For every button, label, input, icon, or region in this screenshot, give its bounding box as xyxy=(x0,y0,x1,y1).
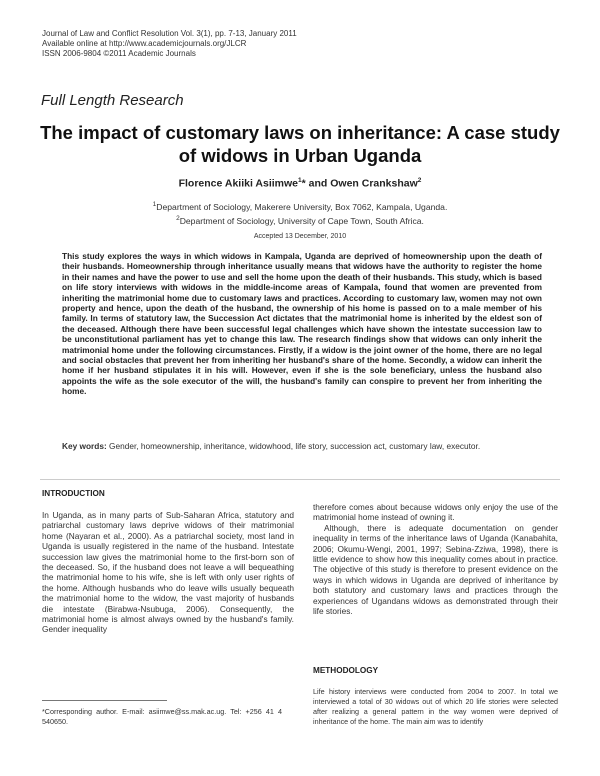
affiliation-line xyxy=(40,213,560,227)
author-affil-sup: 1 xyxy=(298,177,302,184)
journal-header xyxy=(42,29,297,59)
section-divider xyxy=(40,479,560,480)
keywords xyxy=(62,441,542,452)
affil-sup: 1 xyxy=(152,201,157,208)
corresponding-author-footnote: *Corresponding author. E-mail: asiimwe@ss.mak.ac.ug. Tel: +256 41 4 540650. xyxy=(42,707,282,726)
keywords-text: Gender, homeownership, inheritance, widowhood, life story, succession act, customary law, executor. xyxy=(106,441,481,451)
abstract: This study explores the ways in which widows in Kampala, Uganda are deprived of homeownership upon the death of their husbands. Homeownership through inheritance usually means that widows have the authority to register the home in their names and have the power to use and sell the home upon the death of their husbands. This study, which is based on life story interviews with widows in the middle-income areas of Kampala, found that women are prevented from inheriting the matrimonial home due to customary laws and practices. According to customary law, women may not own property and hence, upon the death of the husband, the ownership of his home is passed on to a male member of his family. In terms of statutory law, the Succession Act dictates that the matrimonial home is inherited by the eldest son of the deceased. Although there have been successful legal challenges which have shown the intestate succession law to be unconstitutional parliament has yet to change this law. The research findings show that widows can only inherit the matrimonial home under the following circumstances. Firstly, if a widow is the joint owner of the home, there are no legal and social obstacles that prevent her from inheriting her husband's share of the home. Secondly, a widow can inherit the home if her husband stipulates it in his will. However, even if she is the sole beneficiary, unless the husband also appoints the wife as the sole executor of the will, the husband's family can conspire to prevent her from inheriting the home. xyxy=(62,251,542,397)
author-conjunction: and xyxy=(305,177,331,190)
footnote-rule xyxy=(42,700,167,701)
journal-citation: Journal of Law and Conflict Resolution Vol. 3(1), pp. 7-13, January 2011 xyxy=(42,29,297,38)
journal-online-url: Available online at http://www.academicjournals.org/JLCR xyxy=(42,39,247,48)
introduction-paragraph: Although, there is adequate documentation on gender inequality in terms of the inheritance laws of Uganda (Kanabahita, 2006; Okumu-Wengi, 2001, 1997; Sebina-Zziwa, 1998), there is little evidence to show how this inequality comes about in practice. The objective of this study is therefore to present evidence on the ways in which widows in Uganda are deprived of inheritance by both statutory and customary laws and practices through the experiences of Ugandans widows as demonstrated through their life stories. xyxy=(313,522,558,617)
introduction-right-column xyxy=(313,502,558,616)
author-affil-sup: 2 xyxy=(417,177,422,184)
affiliations xyxy=(40,199,560,227)
keywords-label: Key words: xyxy=(62,441,107,451)
methodology-heading: METHODOLOGY xyxy=(313,666,379,675)
introduction-left-column xyxy=(42,510,294,635)
introduction-paragraph: therefore comes about because widows only enjoy the use of the matrimonial home instead of owning it. xyxy=(313,502,558,523)
introduction-heading: INTRODUCTION xyxy=(42,489,105,498)
author-name: Owen Crankshaw xyxy=(330,177,418,190)
author-name: Florence Akiiki Asiimwe xyxy=(178,177,299,190)
article-category: Full Length Research xyxy=(41,92,184,109)
paper-title: The impact of customary laws on inheritance: A case study of widows in Urban Uganda xyxy=(40,122,560,166)
affil-text: Department of Sociology, University of Cape Town, South Africa. xyxy=(179,215,424,226)
affil-text: Department of Sociology, Makerere University, Box 7062, Kampala, Uganda. xyxy=(156,201,448,212)
author-line xyxy=(40,177,560,190)
introduction-paragraph: In Uganda, as in many parts of Sub-Saharan Africa, statutory and patriarchal customary laws deprive widows of their matrimonial home (Nayaran et al., 2000). As a patriarchal society, most land in Uganda is usually registered in the name of the husband. Intestate succession law gives the matrimonial home to the first-born son of the deceased. So, if the husband does not leave a will bequeathing the matrimonial home to his wife, she is left with only user rights of the home. Although husbands who do leave wills usually bequeath the matrimonial home to the widow, the vast majority of husbands die intestate (Birabwa-Nsubuga, 2006). Consequently, the matrimonial home is almost always owned by the husband's family. Gender inequality xyxy=(42,510,294,635)
affil-sup: 2 xyxy=(176,214,180,222)
corresponding-mark: * xyxy=(301,177,306,190)
journal-issn: ISSN 2006-9804 ©2011 Academic Journals xyxy=(42,49,196,58)
methodology-text: Life history interviews were conducted from 2004 to 2007. In total we interviewed a total of 30 widows out of which 20 life stories were selected after realizing a general pattern in the way women were deprived of inheritance of the home. The main aim was to identify xyxy=(313,687,558,727)
affiliation-line xyxy=(40,199,560,213)
accepted-date: Accepted 13 December, 2010 xyxy=(253,233,347,240)
